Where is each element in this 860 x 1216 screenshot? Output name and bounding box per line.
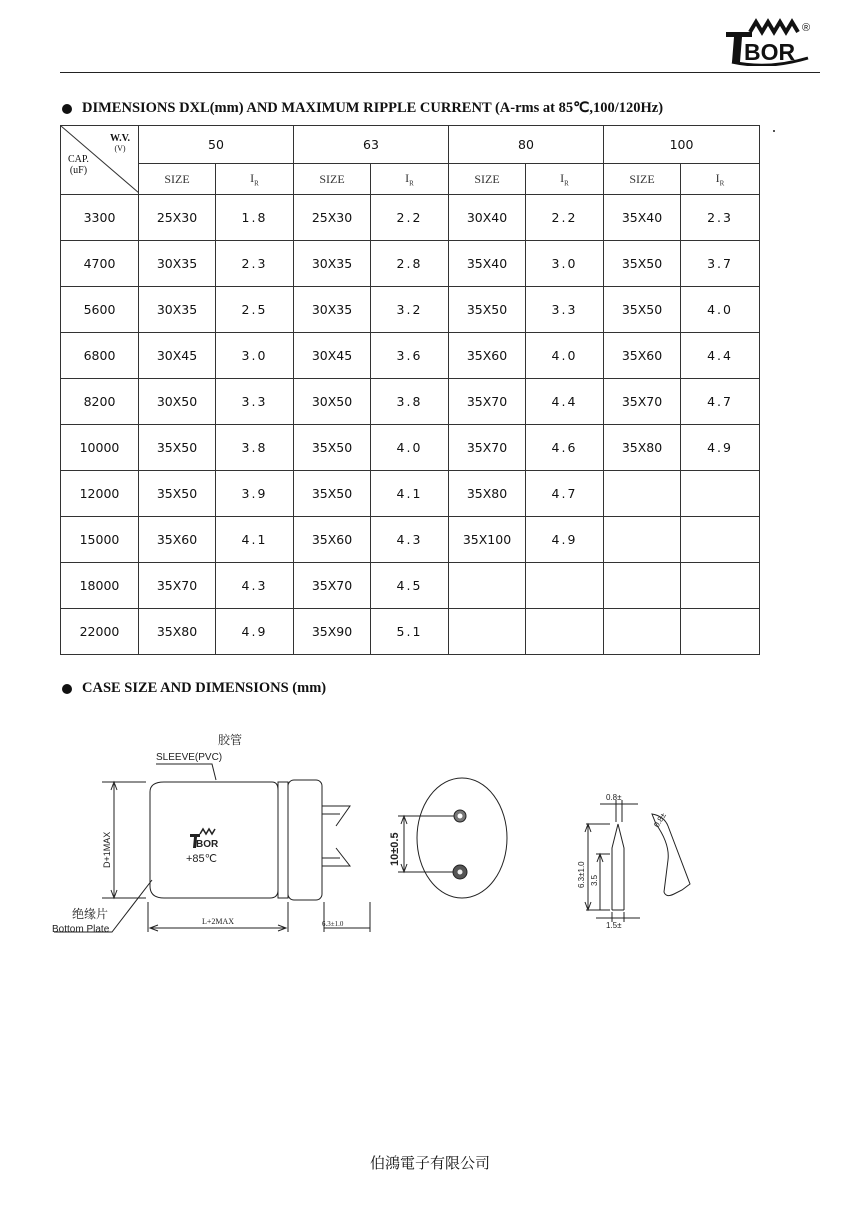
ripple-current-cell: 4.1	[216, 517, 294, 563]
capacitance-cell: 10000	[61, 425, 139, 471]
size-cell: 35X90	[294, 609, 371, 655]
size-cell: 35X50	[294, 425, 371, 471]
ir-header: $I_R$	[371, 164, 449, 195]
section-dimensions-heading	[62, 100, 663, 117]
size-cell: 35X50	[449, 287, 526, 333]
voltage-header: 50	[139, 126, 294, 164]
l-dimension-label: L+2MAX	[202, 917, 235, 926]
size-header: SIZE	[604, 164, 681, 195]
ripple-current-cell: 2.3	[681, 195, 760, 241]
ripple-current-cell: 4.0	[371, 425, 449, 471]
size-cell	[604, 471, 681, 517]
voltage-header-row	[61, 126, 760, 164]
ripple-current-cell: 4.6	[526, 425, 604, 471]
capacitance-cell: 8200	[61, 379, 139, 425]
size-cell: 35X60	[604, 333, 681, 379]
body-logo	[190, 829, 219, 850]
ripple-current-cell	[681, 517, 760, 563]
ripple-current-cell: 3.8	[371, 379, 449, 425]
ripple-current-cell: 1.8	[216, 195, 294, 241]
section-case-title: CASE SIZE AND DIMENSIONS (mm)	[82, 680, 327, 696]
size-cell: 30X35	[139, 241, 216, 287]
ripple-current-cell: 3.8	[216, 425, 294, 471]
svg-text:BOR: BOR	[196, 839, 219, 850]
table-row	[61, 379, 760, 425]
ripple-current-cell	[681, 563, 760, 609]
ripple-current-cell: 2.8	[371, 241, 449, 287]
ripple-current-cell: 3.0	[216, 333, 294, 379]
size-cell: 35X60	[139, 517, 216, 563]
ripple-current-cell: 2.3	[216, 241, 294, 287]
size-cell: 35X80	[604, 425, 681, 471]
ripple-current-cell: 5.1	[371, 609, 449, 655]
sleeve-rim	[278, 782, 288, 898]
capacitance-cell: 12000	[61, 471, 139, 517]
margin-dot	[773, 130, 775, 132]
header-rule	[60, 72, 820, 73]
size-cell: 25X30	[139, 195, 216, 241]
size-cell: 30X45	[139, 333, 216, 379]
size-cell: 35X70	[294, 563, 371, 609]
section-dimensions-title: DIMENSIONS DXL(mm) AND MAXIMUM RIPPLE CURRENT (A-rms at 85℃,100/120Hz)	[82, 100, 664, 116]
size-cell	[604, 517, 681, 563]
size-cell: 35X80	[449, 471, 526, 517]
size-cell: 30X35	[294, 241, 371, 287]
size-cell: 30X35	[294, 287, 371, 333]
size-cell	[449, 563, 526, 609]
ripple-current-cell: 3.6	[371, 333, 449, 379]
size-cell: 35X60	[294, 517, 371, 563]
table-row	[61, 333, 760, 379]
ripple-current-cell: 4.5	[371, 563, 449, 609]
ripple-current-cell	[526, 563, 604, 609]
size-cell: 35X70	[139, 563, 216, 609]
ripple-current-cell: 3.3	[216, 379, 294, 425]
wv-label: W.V. (V)	[109, 133, 130, 153]
bullet-icon	[62, 104, 72, 114]
lead-length-label: 6.3±1.0	[322, 920, 344, 928]
table-body	[61, 195, 760, 655]
sleeve-en-label: SLEEVE(PVC)	[156, 752, 223, 763]
ripple-current-cell: 4.1	[371, 471, 449, 517]
size-cell: 30X45	[294, 333, 371, 379]
ripple-current-cell: 4.4	[681, 333, 760, 379]
table-row	[61, 563, 760, 609]
table-row	[61, 241, 760, 287]
size-header: SIZE	[449, 164, 526, 195]
ir-header: $I_R$	[526, 164, 604, 195]
size-cell: 35X40	[604, 195, 681, 241]
lead-width-label: 1.5±	[606, 921, 622, 930]
ripple-current-cell	[681, 609, 760, 655]
registered-mark: ®	[802, 22, 811, 34]
bottom-plate-en-label: Bottom Plate	[52, 924, 110, 935]
capacitance-cell: 5600	[61, 287, 139, 333]
size-cell: 35X50	[139, 425, 216, 471]
tip-thickness-label: 0.8±	[652, 811, 668, 830]
voltage-header: 100	[604, 126, 760, 164]
size-cell: 35X70	[604, 379, 681, 425]
ripple-current-cell: 4.9	[526, 517, 604, 563]
ripple-current-cell	[681, 471, 760, 517]
ir-header: $I_R$	[216, 164, 294, 195]
lead-height-label: 6.3±1.0	[577, 861, 586, 888]
ripple-current-cell: 4.9	[681, 425, 760, 471]
table-row	[61, 287, 760, 333]
size-cell: 35X80	[139, 609, 216, 655]
size-cell: 35X50	[139, 471, 216, 517]
temp-rating: +85℃	[186, 853, 218, 865]
size-cell: 25X30	[294, 195, 371, 241]
section-case-heading	[62, 680, 326, 697]
ripple-current-cell: 3.0	[526, 241, 604, 287]
size-cell: 35X60	[449, 333, 526, 379]
size-cell: 35X70	[449, 425, 526, 471]
voltage-header: 63	[294, 126, 449, 164]
end-view-circle	[417, 778, 507, 898]
ripple-current-cell: 4.0	[526, 333, 604, 379]
size-header: SIZE	[294, 164, 371, 195]
ripple-current-cell: 2.2	[371, 195, 449, 241]
pitch-label: 10±0.5	[389, 832, 401, 866]
capacitance-cell: 15000	[61, 517, 139, 563]
capacitance-cell: 6800	[61, 333, 139, 379]
size-cell: 35X50	[294, 471, 371, 517]
bullet-icon	[62, 684, 72, 694]
header-corner-cell	[61, 126, 139, 195]
size-header: SIZE	[139, 164, 216, 195]
size-cell: 30X35	[139, 287, 216, 333]
size-cell	[449, 609, 526, 655]
lead-bottom	[322, 848, 350, 866]
ripple-current-cell: 4.3	[216, 563, 294, 609]
size-cell: 30X40	[449, 195, 526, 241]
capacitance-cell: 18000	[61, 563, 139, 609]
sleeve-cn-label: 胶管	[218, 733, 243, 747]
size-cell: 35X70	[449, 379, 526, 425]
lead-detail-front	[612, 824, 624, 910]
lead-top	[322, 806, 350, 826]
size-cell: 35X50	[604, 241, 681, 287]
size-cell: 35X40	[449, 241, 526, 287]
table-row	[61, 609, 760, 655]
bottom-plate-cn-label: 绝缘片	[72, 907, 109, 921]
cap-end	[288, 780, 322, 900]
ripple-current-cell: 3.2	[371, 287, 449, 333]
size-cell	[604, 563, 681, 609]
column-header-row	[61, 164, 760, 195]
ripple-current-cell: 4.4	[526, 379, 604, 425]
size-cell: 35X50	[604, 287, 681, 333]
size-cell: 30X50	[294, 379, 371, 425]
capacitance-cell: 4700	[61, 241, 139, 287]
ripple-current-cell: 4.3	[371, 517, 449, 563]
ripple-current-cell: 3.7	[681, 241, 760, 287]
d-dimension-label: D+1MAX	[102, 831, 112, 868]
ripple-current-cell: 4.0	[681, 287, 760, 333]
ir-header: $I_R$	[681, 164, 760, 195]
capacitance-cell: 3300	[61, 195, 139, 241]
case-dimension-drawing	[40, 720, 700, 960]
company-footer: 伯鴻電子有限公司	[369, 1156, 490, 1172]
ripple-current-cell: 2.2	[526, 195, 604, 241]
logo-text: BOR	[744, 39, 796, 65]
size-cell	[604, 609, 681, 655]
ripple-current-cell: 2.5	[216, 287, 294, 333]
ripple-current-cell: 3.9	[216, 471, 294, 517]
ripple-current-cell: 3.3	[526, 287, 604, 333]
ripple-current-cell	[526, 609, 604, 655]
cap-label: CAP. (uF)	[68, 154, 89, 176]
size-cell: 35X100	[449, 517, 526, 563]
ripple-current-cell: 4.9	[216, 609, 294, 655]
table-row	[61, 471, 760, 517]
lead-shoulder-label: 3.5	[590, 874, 599, 886]
table-row	[61, 195, 760, 241]
capacitance-cell: 22000	[61, 609, 139, 655]
tip-width-label: 0.8±	[606, 793, 622, 802]
size-cell: 30X50	[139, 379, 216, 425]
ripple-current-cell: 4.7	[681, 379, 760, 425]
table-row	[61, 425, 760, 471]
table-row	[61, 517, 760, 563]
brand-logo	[722, 18, 814, 66]
voltage-header: 80	[449, 126, 604, 164]
ripple-current-table	[60, 125, 760, 655]
ripple-current-cell: 4.7	[526, 471, 604, 517]
